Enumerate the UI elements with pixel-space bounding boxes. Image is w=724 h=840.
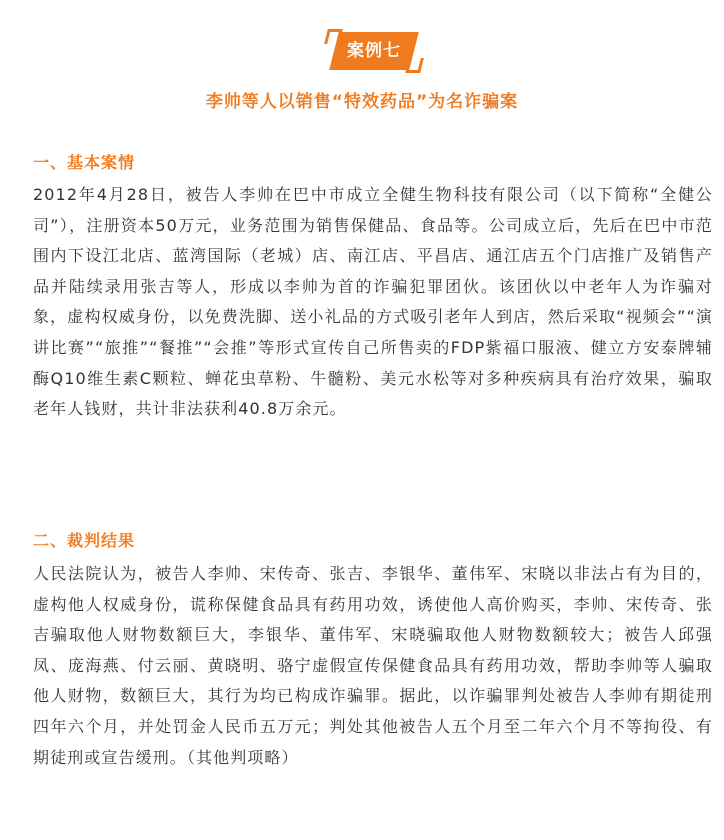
section-body-basic-facts: 2012年4月28日，被告人李帅在巴中市成立全健生物科技有限公司（以下简称“全健公司”），注册资本50万元，业务范围为销售保健品、食品等。公司成立后，先后在巴中市范围内下设江北店、蓝湾国际（老城）店、南江店、平昌店、通江店五个门店推广及销售产品并陆续录用张吉等人，形成以李帅为首的诈骗犯罪团伙。该团伙以中老年人为诈骗对象，虚构权威身份，以免费洗脚、送小礼品的方式吸引老年人到店，然后采取“视频会”“演讲比赛”“旅推”“餐推”“会推”等形式宣传自己所售卖的FDP紫福口服液、健立方安泰牌辅酶Q10维生素C颗粒、蝉花虫草粉、牛髓粉、美元水松等对多种疾病具有治疗效果，骗取老年人钱财，共计非法获利40.8万余元。 xyxy=(33,185,713,419)
section-heading-judgment: 二、裁判结果 xyxy=(33,531,136,550)
article-title: 李帅等人以销售“特效药品”为名诈骗案 xyxy=(205,92,519,112)
section-heading-basic-facts: 一、基本案情 xyxy=(33,153,136,172)
badge-label: 案例七 xyxy=(347,41,401,61)
case-badge xyxy=(326,29,422,73)
section-body-judgment: 人民法院认为，被告人李帅、宋传奇、张吉、李银华、董伟军、宋晓以非法占有为目的，虚构他人权威身份，谎称保健食品具有药用功效，诱使他人高价购买，李帅、宋传奇、张吉骗取他人财物数额巨大，李银华、董伟军、宋晓骗取他人财物数额较大；被告人邱强凤、庞海燕、付云丽、黄晓明、骆宁虚假宣传保健食品具有药用功效，帮助李帅等人骗取他人财物，数额巨大，其行为均已构成诈骗罪。据此，以诈骗罪判处被告人李帅有期徒刑四年六个月，并处罚金人民币五万元；判处其他被告人五个月至二年六个月不等拘役、有期徒刑或宣告缓刑。（其他判项略） xyxy=(33,564,713,767)
